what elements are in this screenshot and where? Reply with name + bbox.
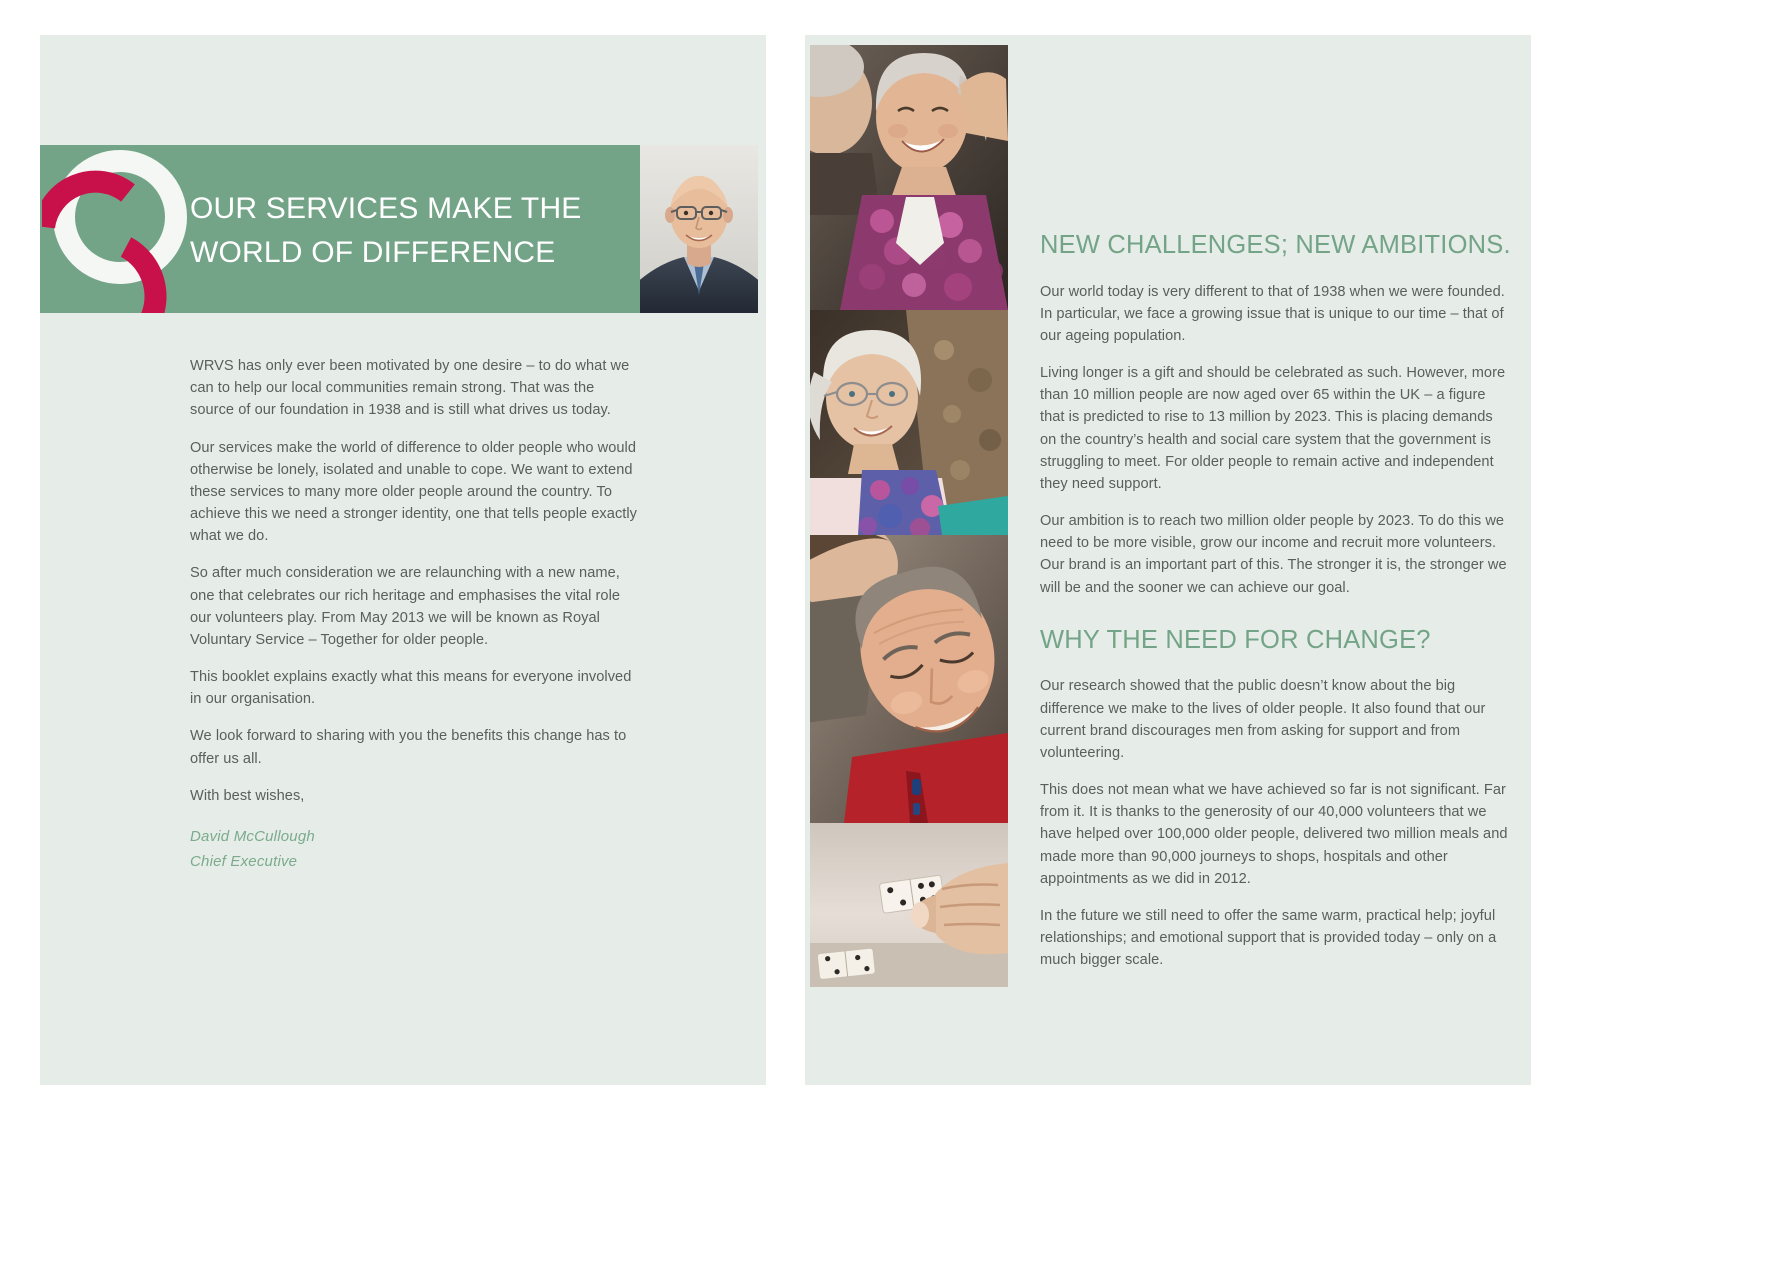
right-page — [805, 35, 1531, 1085]
paragraph: So after much consideration we are relaunching with a new name, one that celebrates our rich heritage and emphasises the vital role our volunteers play. From May 2013 we will be known as Royal Voluntary Service – Together for older people. — [190, 565, 621, 648]
paragraph: Our research showed that the public doesn’t know about the big difference we make to the lives of older people. It also found that our current brand discourages men from asking for support and from volunteering. — [1040, 678, 1486, 761]
paragraph: Our world today is very different to that of 1938 when we were founded. In particular, we face a growing issue that is unique to our time – that of our ageing population. — [1040, 283, 1505, 344]
page-title-line-2: WORLD OF DIFFERENCE — [190, 236, 556, 270]
photo-strip — [810, 45, 1008, 950]
paragraph: Our services make the world of difference to older people who would otherwise be lonely, isolated and unable to cope. We want to extend these services to many more older people around the country. To achieve this we need a stronger identity, one that tells people exactly what we do. — [190, 439, 638, 545]
paragraph: In the future we still need to offer the same warm, practical help; joyful relationships; and emotional support that is provided today – only on a much bigger scale. — [1040, 907, 1497, 969]
photo-older-man-smiling — [810, 535, 1008, 823]
photo-hand-holding-domino — [810, 823, 1008, 987]
signature-name: David McCullough — [190, 827, 315, 845]
paragraph: We look forward to sharing with you the benefits this change has to offer us all. — [190, 728, 627, 767]
photo-older-woman-in-armchair — [810, 310, 1008, 535]
left-page-body — [190, 355, 642, 874]
photo-older-woman-laughing — [810, 45, 1008, 310]
signature-role: Chief Executive — [190, 852, 298, 870]
paragraph: Living longer is a gift and should be celebrated as such. However, more than 10 million people are now aged over 65 within the UK – a figure that is predicted to rise to 13 million by 2023. This is placing demands on the country’s health and social care system that the government is struggling to meet. For older people to remain active and independent they need support. — [1040, 365, 1506, 492]
right-page-body — [1040, 230, 1510, 986]
page-title-line-1: OUR SERVICES MAKE THE — [190, 192, 582, 225]
sign-off: With best wishes, — [190, 787, 305, 804]
paragraph: This does not mean what we have achieved so far is not significant. Far from it. It is thanks to the generosity of our 40,000 volunteers that we have helped over 100,000 older people, delivered two million meals and made more than 90,000 journeys to shops, hospitals and other appointments as we did in 2012. — [1040, 782, 1508, 887]
left-page — [40, 35, 766, 1085]
chief-executive-portrait — [640, 145, 758, 313]
paragraph: This booklet explains exactly what this means for everyone involved in our organisation. — [190, 669, 632, 708]
header-banner — [40, 145, 640, 313]
paragraph: Our ambition is to reach two million older people by 2023. To do this we need to be more visible, grow our income and recruit more volunteers. Our brand is an important part of this. The stronger it is, the stronger we will be and the sooner we can achieve our goal. — [1040, 513, 1507, 596]
signature-block — [190, 825, 642, 875]
page-title — [190, 187, 620, 275]
paragraph: WRVS has only ever been motivated by one desire – to do what we can to help our local communities remain strong. That was the source of our foundation in 1938 and is still what drives us today. — [190, 358, 630, 419]
section-heading-new-challenges: NEW CHALLENGES; NEW AMBITIONS. — [1040, 231, 1511, 259]
section-heading-why-change: WHY THE NEED FOR CHANGE? — [1040, 625, 1431, 654]
